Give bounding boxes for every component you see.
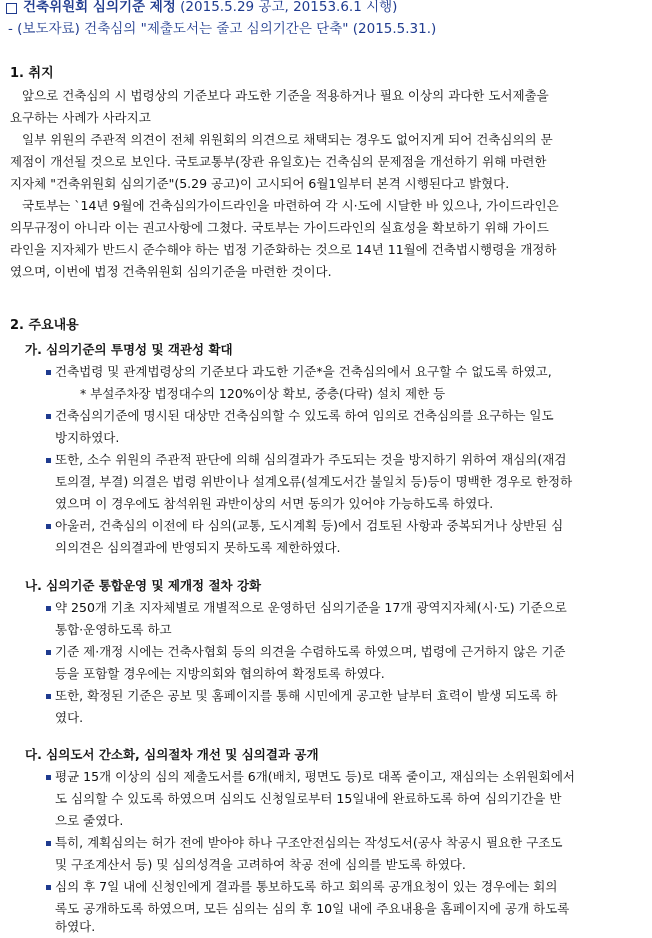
- bullet-text: 였으며 이 경우에도 참석위원 과반이상의 서면 동의가 있어야 가능하도록 하였다.: [55, 496, 494, 511]
- square-bullet-icon: [46, 841, 51, 846]
- bullet-text: 등을 포함할 경우에는 지방의회와 협의하여 확정토록 하였다.: [55, 666, 385, 681]
- bullet-text: 또한, 확정된 기준은 공보 및 홈페이지를 통해 시민에게 공고한 날부터 효력이 발생 되도록 하: [55, 688, 558, 703]
- bullet-text: 으로 줄였다.: [55, 813, 124, 828]
- bullet-text: 록도 공개하도록 하였으며, 모든 심의는 심의 후 10일 내에 주요내용을 홈페이지에 공개 하도록: [55, 901, 570, 916]
- square-bullet-icon: [46, 650, 51, 655]
- bullet-text: 및 구조계산서 등) 및 심의성격을 고려하여 착공 전에 심의를 받도록 하였다.: [55, 857, 466, 872]
- paragraph-line: 일부 위원의 주관적 의견이 전체 위원회의 의견으로 채택되는 경우도 없어지게 되어 건축심의의 문: [22, 132, 553, 147]
- paragraph-line: 의무규정이 아니라 이는 권고사항에 그쳤다. 국토부는 가이드라인의 실효성을 확보하기 위해 가이드: [10, 220, 549, 235]
- square-bullet-icon: [46, 694, 51, 699]
- checkbox-bullet-icon: [6, 3, 17, 14]
- press-release-line: - (보도자료) 건축심의 "제출도서는 줄고 심의기간은 단축" (2015.5.31.): [8, 21, 437, 37]
- section-2-heading: 2. 주요내용: [10, 318, 79, 333]
- title-main: 건축위원회 심의기준 제정: [23, 0, 176, 15]
- paragraph-line: 제점이 개선될 것으로 보인다. 국토교통부(장관 유일호)는 건축심의 문제점을 개선하기 위해 마련한: [10, 154, 547, 169]
- section-1-heading: 1. 취지: [10, 66, 54, 81]
- bullet-text: 방지하였다.: [55, 430, 120, 445]
- paragraph-line: 앞으로 건축심의 시 법령상의 기준보다 과도한 기준을 적용하거나 필요 이상의 과다한 도서제출을: [22, 88, 549, 103]
- square-bullet-icon: [46, 524, 51, 529]
- square-bullet-icon: [46, 606, 51, 611]
- paragraph-line: 라인을 지자체가 반드시 준수해야 하는 법정 기준화하는 것으로 14년 11월에 건축법시행령을 개정하: [10, 242, 557, 257]
- bullet-text: 하였다.: [55, 919, 96, 934]
- bullet-text: 특히, 계획심의는 허가 전에 받아야 하나 구조안전심의는 작성도서(공사 착공시 필요한 구조도: [55, 835, 563, 850]
- square-bullet-icon: [46, 414, 51, 419]
- footnote-text: * 부설주차장 법정대수의 120%이상 확보, 중층(다락) 설치 제한 등: [80, 386, 446, 401]
- bullet-text: 약 250개 기초 지자체별로 개별적으로 운영하던 심의기준을 17개 광역지자체(시·도) 기준으로: [55, 600, 567, 615]
- page-title: [23, 0, 397, 18]
- bullet-text: 토의결, 부결) 의결은 법령 위반이나 설계오류(설계도서간 불일치 등)등이 명백한 경우로 한정하: [55, 474, 573, 489]
- bullet-text: 건축심의기준에 명시된 대상만 건축심의할 수 있도록 하여 임의로 건축심의를 요구하는 일도: [55, 408, 554, 423]
- subsection-c-heading: 다. 심의도서 간소화, 심의절차 개선 및 심의결과 공개: [25, 747, 319, 762]
- square-bullet-icon: [46, 370, 51, 375]
- paragraph-line: 였으며, 이번에 법정 건축위원회 심의기준을 마련한 것이다.: [10, 264, 332, 279]
- title-date: (2015.5.29 공고, 20153.6.1 시행): [180, 0, 398, 15]
- subsection-a-heading: 가. 심의기준의 투명성 및 객관성 확대: [25, 342, 233, 357]
- bullet-text: 기준 제·개정 시에는 건축사협회 등의 의견을 수렴하도록 하였으며, 법령에 근거하지 않은 기준: [55, 644, 566, 659]
- bullet-text: 였다.: [55, 710, 84, 725]
- square-bullet-icon: [46, 775, 51, 780]
- bullet-text: 아울러, 건축심의 이전에 타 심의(교통, 도시계획 등)에서 검토된 사항과 중복되거나 상반된 심: [55, 518, 564, 533]
- bullet-text: 도 심의할 수 있도록 하였으며 심의도 신청일로부터 15일내에 완료하도록 하여 심의기간을 반: [55, 791, 562, 806]
- paragraph-line: 요구하는 사례가 사라지고: [10, 110, 151, 125]
- paragraph-line: 국토부는 `14년 9월에 건축심의가이드라인을 마련하여 각 시·도에 시달한 바 있으나, 가이드라인은: [22, 198, 559, 213]
- bullet-text: 건축법령 및 관계법령상의 기준보다 과도한 기준*을 건축심의에서 요구할 수 없도록 하였고,: [55, 364, 552, 379]
- square-bullet-icon: [46, 885, 51, 890]
- subsection-b-heading: 나. 심의기준 통합운영 및 제개정 절차 강화: [25, 578, 262, 593]
- bullet-text: 또한, 소수 위원의 주관적 판단에 의해 심의결과가 주도되는 것을 방지하기 위하여 재심의(재검: [55, 452, 567, 467]
- bullet-text: 의의견은 심의결과에 반영되지 못하도록 제한하였다.: [55, 540, 341, 555]
- square-bullet-icon: [46, 458, 51, 463]
- bullet-text: 심의 후 7일 내에 신청인에게 결과를 통보하도록 하고 회의록 공개요청이 있는 경우에는 회의: [55, 879, 558, 894]
- bullet-text: 평균 15개 이상의 심의 제출도서를 6개(배치, 평면도 등)로 대폭 줄이고, 재심의는 소위원회에서: [55, 769, 575, 784]
- bullet-text: 통합·운영하도록 하고: [55, 622, 172, 637]
- paragraph-line: 지자체 "건축위원회 심의기준"(5.29 공고)이 고시되어 6월1일부터 본격 시행된다고 밝혔다.: [10, 176, 510, 191]
